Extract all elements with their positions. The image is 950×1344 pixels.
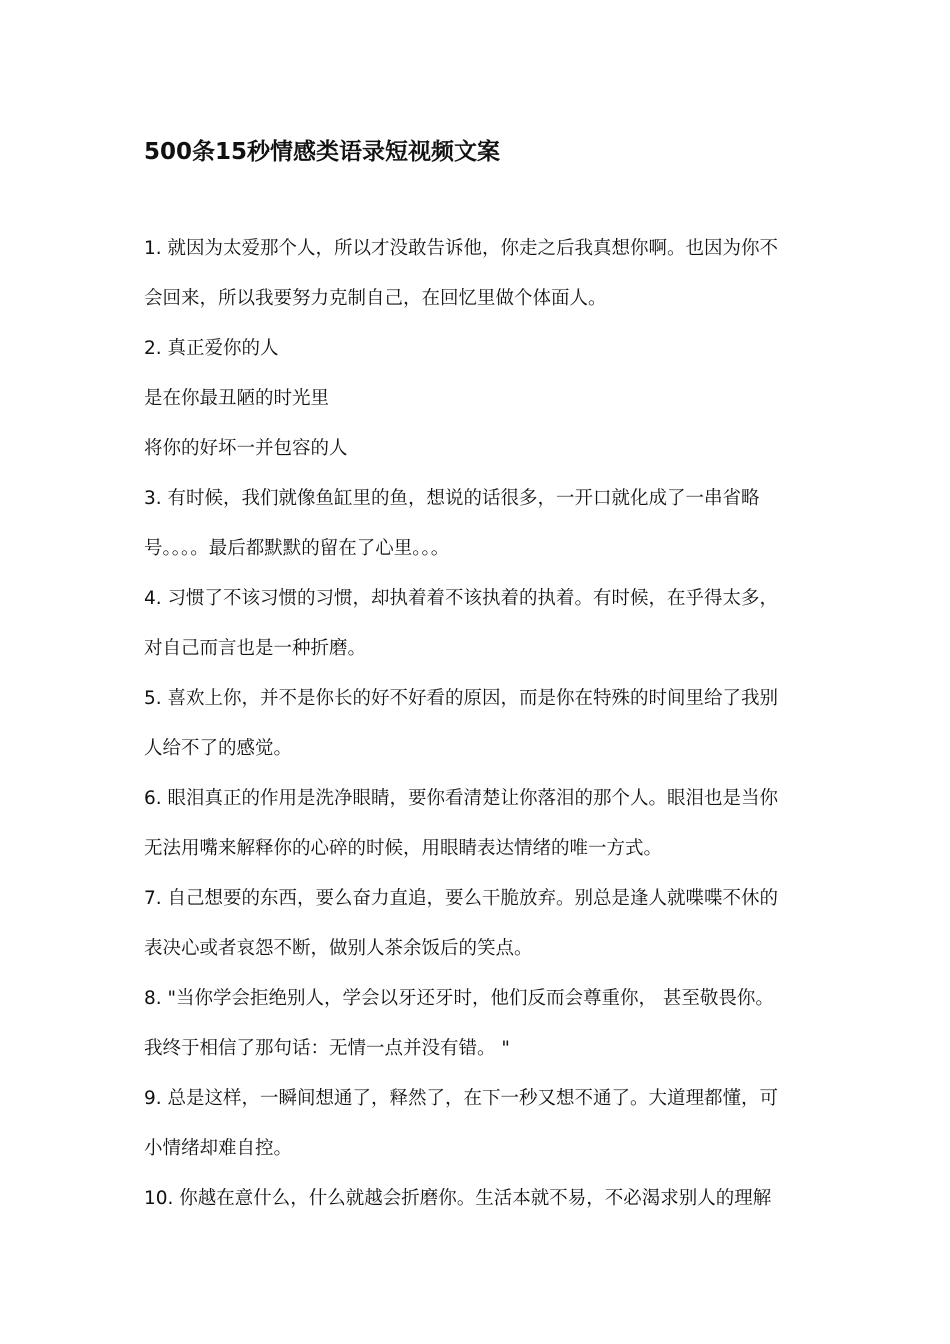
document-title: 500条15秒情感类语录短视频文案 bbox=[144, 139, 501, 165]
text-line: 8. "当你学会拒绝别人，学会以牙还牙时，他们反而会尊重你， 甚至敬畏你。 bbox=[144, 988, 774, 1009]
text-line: 是在你最丑陋的时光里 bbox=[144, 388, 330, 409]
text-line: 6. 眼泪真正的作用是洗净眼睛，要你看清楚让你落泪的那个人。眼泪也是当你 bbox=[144, 788, 779, 809]
text-line: 7. 自己想要的东西，要么奋力直追，要么干脆放弃。别总是逢人就喋喋不休的 bbox=[144, 888, 779, 909]
text-line: 人给不了的感觉。 bbox=[144, 738, 293, 759]
text-line: 表决心或者哀怨不断，做别人茶余饭后的笑点。 bbox=[144, 938, 533, 959]
text-line: 小情绪却难自控。 bbox=[144, 1138, 293, 1159]
text-line: 4. 习惯了不该习惯的习惯，却执着着不该执着的执着。有时候，在乎得太多， bbox=[144, 588, 779, 609]
text-line: 我终于相信了那句话：无情一点并没有错。 " bbox=[144, 1038, 510, 1059]
text-line: 无法用嘴来解释你的心碎的时候，用眼睛表达情绪的唯一方式。 bbox=[144, 838, 663, 859]
text-line: 2. 真正爱你的人 bbox=[144, 338, 279, 359]
text-line: 对自己而言也是一种折磨。 bbox=[144, 638, 367, 659]
text-line: 将你的好坏一并包容的人 bbox=[144, 438, 348, 459]
text-line: 3. 有时候，我们就像鱼缸里的鱼，想说的话很多，一开口就化成了一串省略 bbox=[144, 488, 760, 509]
text-line: 9. 总是这样，一瞬间想通了，释然了，在下一秒又想不通了。大道理都懂，可 bbox=[144, 1088, 779, 1109]
text-line: 号。。。。最后都默默的留在了心里。。。 bbox=[144, 538, 450, 559]
text-line: 5. 喜欢上你，并不是你长的好不好看的原因，而是你在特殊的时间里给了我别 bbox=[144, 688, 779, 709]
document-body bbox=[144, 224, 810, 1224]
text-line: 会回来，所以我要努力克制自己，在回忆里做个体面人。 bbox=[144, 288, 607, 309]
text-line: 1. 就因为太爱那个人，所以才没敢告诉他，你走之后我真想你啊。也因为你不 bbox=[144, 238, 779, 259]
text-line: 10. 你越在意什么，什么就越会折磨你。生活本就不易，不必渴求别人的理解 bbox=[144, 1188, 772, 1209]
